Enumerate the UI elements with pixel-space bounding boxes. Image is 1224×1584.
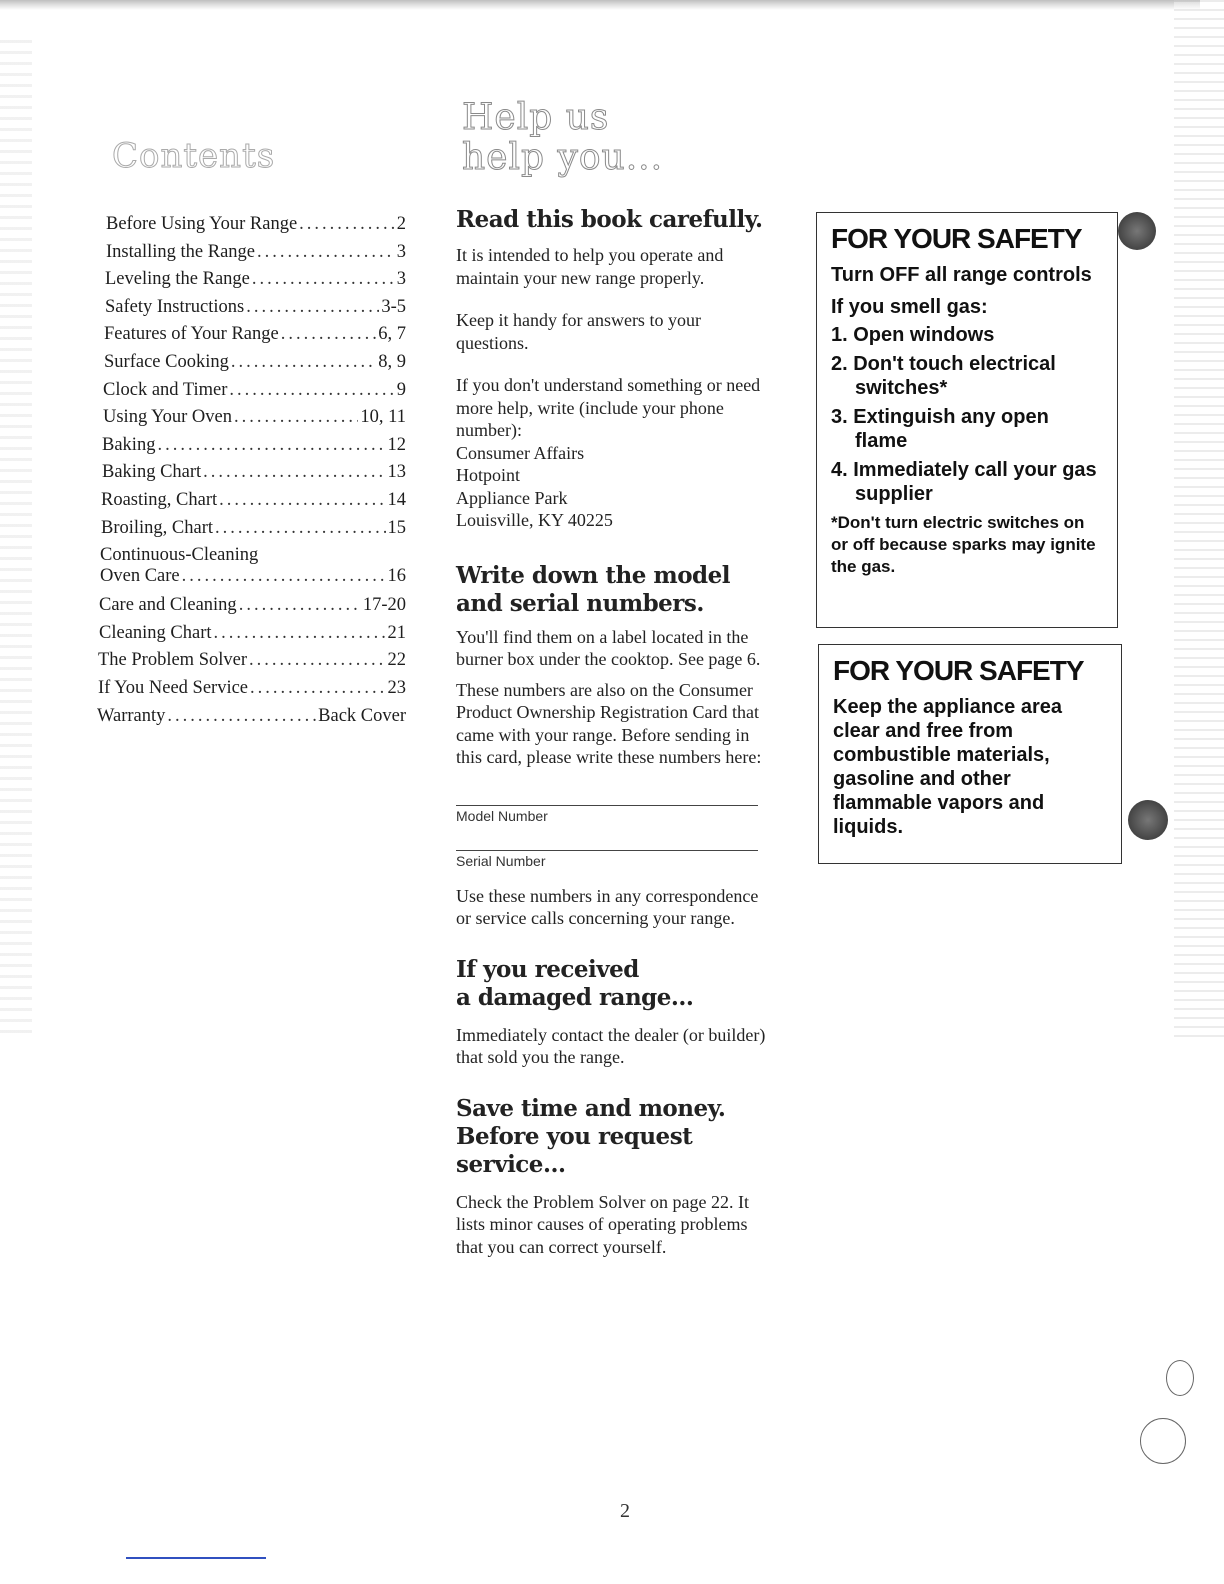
- serial-number-line: [456, 850, 758, 851]
- use-numbers-paragraph: Use these numbers in any correspondence or service calls concerning your range.: [456, 885, 759, 928]
- scan-edge-right: [1174, 0, 1224, 1040]
- write-paragraph-1: You'll find them on a label located in the burner box under the cooktop. See page 6.: [456, 626, 761, 669]
- scan-edge-left: [0, 40, 32, 1040]
- model-number-line: [456, 805, 758, 806]
- toc-item[interactable]: Cleaning Chart ..... 21: [96, 623, 406, 651]
- toc-item[interactable]: Roasting, Chart ..... 14: [96, 490, 406, 518]
- safety-turn-off: Turn OFF all range controls: [831, 264, 1092, 286]
- write-paragraph-2: These numbers are also on the Consumer Product Ownership Registration Card that came with your range. Before sending in this card, please write these numbers here:: [456, 679, 762, 767]
- toc-item[interactable]: Baking Chart ..... 13: [96, 462, 406, 490]
- toc-item[interactable]: Installing the Range ..... 3: [96, 242, 406, 270]
- write-heading: Write down the model and serial numbers.: [456, 561, 730, 617]
- toc-item[interactable]: Features of Your Range ..... 6, 7: [96, 324, 406, 352]
- toc-item[interactable]: Baking ..... 12: [96, 435, 406, 463]
- read-paragraph-2: Keep it handy for answers to your questions.: [456, 310, 701, 353]
- toc-item[interactable]: If You Need Service ..... 23: [96, 678, 406, 706]
- safety-title: FOR YOUR SAFETY: [833, 655, 1084, 686]
- safety-title: FOR YOUR SAFETY: [831, 223, 1082, 254]
- safety-step: 1. Open windows: [831, 324, 995, 346]
- toc-item[interactable]: Before Using Your Range ..... 2: [96, 214, 406, 242]
- scan-edge-top: [0, 0, 1200, 10]
- address-block: [456, 442, 766, 532]
- safety-box-flammables: [818, 644, 1122, 864]
- table-of-contents: [96, 214, 406, 733]
- read-paragraph-3: If you don't understand something or need more help, write (include your phone number):: [456, 375, 761, 440]
- safety-box-gas: [816, 212, 1118, 628]
- model-number-label: Model Number: [456, 807, 548, 824]
- damaged-paragraph: Immediately contact the dealer (or builder) that sold you the range.: [456, 1024, 766, 1067]
- toc-item[interactable]: Leveling the Range ..... 3: [96, 269, 406, 297]
- address-line: Consumer Affairs: [456, 442, 585, 463]
- toc-item[interactable]: The Problem Solver ..... 22: [96, 650, 406, 678]
- serial-number-label: Serial Number: [456, 852, 546, 869]
- read-paragraph-1: It is intended to help you operate and maintain your new range properly.: [456, 245, 724, 288]
- address-line: Hotpoint: [456, 465, 521, 485]
- page-number: 2: [620, 1500, 630, 1522]
- toc-item[interactable]: Safety Instructions ..... 3-5: [96, 297, 406, 325]
- punch-mark: [1166, 1360, 1194, 1396]
- address-line: Appliance Park: [456, 487, 568, 508]
- safety-step: 2. Don't touch electrical switches*: [831, 353, 1056, 399]
- read-heading: Read this book carefully.: [456, 206, 763, 233]
- contents-title: Contents: [112, 136, 276, 176]
- toc-item[interactable]: Clock and Timer ..... 9: [96, 380, 406, 408]
- save-heading: Save time and money. Before you request service...: [456, 1094, 726, 1178]
- safety-step: 3. Extinguish any open flame: [831, 406, 1049, 452]
- footer-rule: [126, 1557, 266, 1559]
- toc-item[interactable]: Broiling, Chart ..... 15: [96, 518, 406, 546]
- safety-note: *Don't turn electric switches on or off because sparks may ignite the gas.: [831, 513, 1096, 576]
- damaged-heading: If you received a damaged range...: [456, 955, 694, 1011]
- safety-smell-gas: If you smell gas:: [831, 296, 988, 318]
- toc-item[interactable]: Continuous-Cleaning Oven Care ..... 16: [96, 545, 406, 595]
- toc-item[interactable]: Using Your Oven ..... 10, 11: [96, 407, 406, 435]
- safety-step: 4. Immediately call your gas supplier: [831, 459, 1097, 505]
- help-column: [456, 206, 766, 1258]
- help-title: Help us help you...: [462, 97, 664, 178]
- toc-item[interactable]: Surface Cooking ..... 8, 9: [96, 352, 406, 380]
- save-paragraph: Check the Problem Solver on page 22. It lists minor causes of operating problems that you can correct yourself.: [456, 1191, 749, 1257]
- punch-hole-top: [1118, 212, 1156, 250]
- serial-number-field[interactable]: [456, 850, 766, 869]
- safety-flammables-text: Keep the appliance area clear and free from combustible materials, gasoline and other flammable vapors and liquids.: [833, 696, 1062, 838]
- punch-hole-middle: [1128, 800, 1168, 840]
- address-line: Louisville, KY 40225: [456, 510, 613, 530]
- model-number-field[interactable]: [456, 805, 766, 824]
- toc-item[interactable]: Care and Cleaning ..... 17-20: [96, 595, 406, 623]
- toc-item[interactable]: Warranty ..... Back Cover: [96, 706, 406, 734]
- punch-hole-bottom: [1140, 1418, 1186, 1464]
